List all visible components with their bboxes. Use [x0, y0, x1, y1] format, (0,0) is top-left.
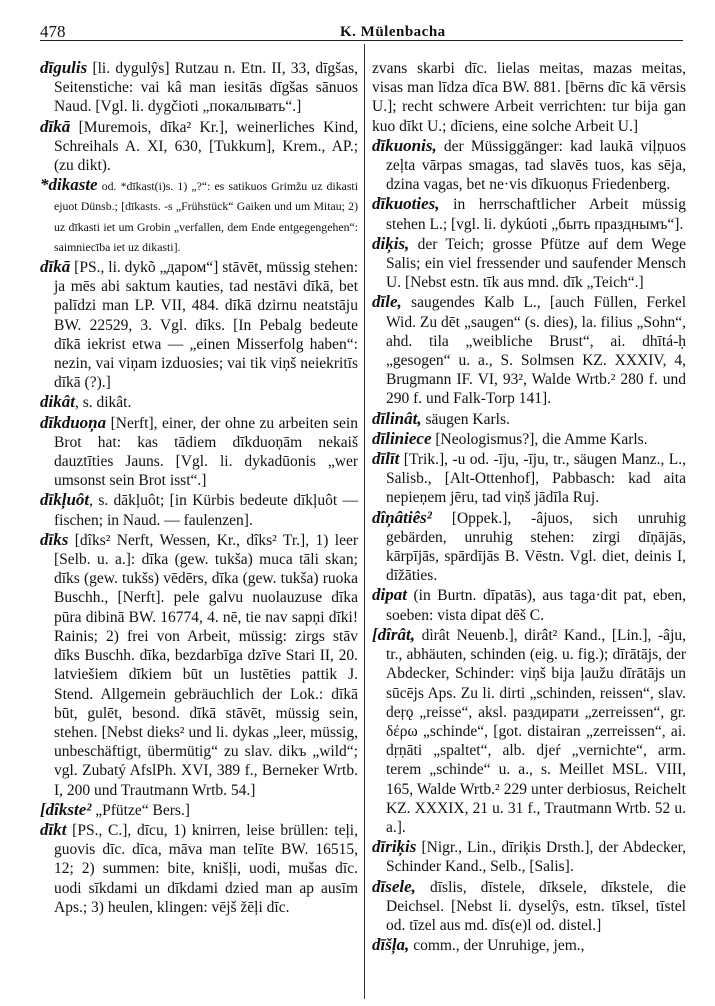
entry-text: [PS., li. dykõ „даром“] stāvēt, müssig stehen: ja mēs abi saktum kauties, tad nestāvi dīkā, bet palīdzi man LP. VII, 484. dīkā dzirnu neatstāju BW. 22529, 3. Vgl. dīks. [In Pebalg bedeute dīkā iekrist etwa — „einen Misserfolg haben“: nezin, vai viņam izduosies; vai tik viņš neiekritīs dīkā (?).]: [54, 259, 358, 392]
entry-headword: dīkuonis,: [372, 135, 437, 155]
entry-headword: dīkt: [40, 819, 67, 839]
dictionary-entry: [372, 935, 686, 955]
entry-text: [Neologismus?], die Amme Karls.: [431, 430, 648, 448]
dictionary-entry: [40, 800, 358, 820]
dictionary-entry: [372, 449, 686, 508]
dictionary-entry: [40, 175, 358, 257]
entry-headword: dīkduoņa: [40, 412, 107, 432]
running-title: K. Mülenbacha: [340, 24, 446, 40]
dictionary-entry-continued: [372, 58, 686, 136]
entry-text: (in Burtn. dīpatās), aus taga·dit pat, eben, soeben: vista dipat dēš C.: [386, 587, 686, 624]
entry-headword: [dîrât,: [372, 624, 415, 644]
dictionary-entry: [372, 136, 686, 195]
dictionary-entry: [372, 292, 686, 408]
entry-headword: dīgulis: [40, 58, 88, 77]
entry-text: [dîks² Nerft, Wessen, Kr., dîks² Tr.], 1) leer [Selb. u. a.]: dīka (gew. tukša) muca tāli skan; dīks (gew. tukšs) vēdērs, dīka (gew. tukša) ruoka Buschh., [Nerft]. pele galvu nuolauzuse dīka pūra dibinā BW. 16774, 4. nē, tie nav sapņi dīki! Rainis; 2) frei von Arbeit, müssig: zirgs stāv dīks Buschh. dīka, bezdarbīga dzīve Stari II, 20. latviešiem dīkiem būt un lustēties pattik J. Stend. Allgemein gebräuchlich der Lok.: dīkā būt, gulēt, besond. dīkā stāvēt, müssig sein, stehen. [Nebst dieks² und li. dykas „leer, müssig, unbeschäftigt, übermütig“ zu slav. dikъ „wild“; vgl. Zubatý AfslPh. XVI, 389 f., Berneker Wrtb. I, 200 und Trautmann Wrtb. 54.]: [54, 531, 358, 799]
entry-text: der Teich; grosse Pfütze auf dem Wege Salis; ein viel fressender und saufender Mensch U. [Nebst estn. tīk aus mnd. dīk „Teich“.]: [386, 235, 686, 292]
entry-text: zvans skarbi dīc. lielas meitas, mazas meitas, visas man līdza dīca BW. 881. [bērns dīc kā vērsis U.]; recht schwere Arbeit verrichten: tur bija gan kuo dīkt U.; dīciens, eine solche Arbeit U.]: [372, 60, 686, 135]
entry-headword: dīkļuôt: [40, 490, 90, 510]
dictionary-entry: [372, 234, 686, 293]
entry-headword: [dîkste²: [40, 799, 92, 819]
dictionary-entry: [40, 58, 358, 117]
entry-headword: dīliniece: [372, 428, 432, 448]
entry-text: comm., der Unruhige, jem.,: [409, 937, 585, 955]
dictionary-entry: [40, 257, 358, 392]
dictionary-entry: [40, 490, 358, 529]
entry-headword: diķis,: [372, 233, 410, 253]
column-divider: [364, 44, 365, 999]
entry-headword: *dikaste: [40, 175, 98, 195]
dictionary-entry: [40, 530, 358, 800]
entry-text: dīslis, dīstele, dīksele, dīkstele, die Deichsel. [Nebst li. dyselŷs, estn. tīksel, tīstel od. tīzel aus md. dīs(e)l od. distel.]: [386, 878, 686, 934]
page-number: 478: [40, 22, 66, 41]
dictionary-entry: [40, 392, 358, 412]
entry-headword: dīks: [40, 529, 69, 549]
entry-text: od. *dīkast(i)s. 1) „?“: es satikuos Grimžu uz dikasti ejuot Dünsb.; [dīkasts. -s „Frühstück“ Gaiken und um Mitau; 2) uz dīkasti iet um Grobin „verfallen, dem Ende entgegengehen“: saimniecība iet uz dikasti].: [54, 179, 358, 254]
entry-headword: dīriķis: [372, 837, 417, 857]
entry-headword: dipat: [372, 585, 407, 605]
dictionary-entry: [40, 117, 358, 176]
right-column: [372, 58, 686, 955]
entry-text: , s. dākļuôt; [in Kürbis bedeute dīkļuôt — fischen; in Naud. — faulenzen].: [54, 492, 358, 529]
entry-text: dìrât Neuenb.], dirât² Kand., [Lin.], -âju, tr., abhäuten, schinden (eig. u. fig.); dīrātājs, der Abdecker, Schinder: viņš bija ļaužu dīrātājs un sūcējs Aps. Zu li. dirti „schinden, reissen“, slav. deŗǫ „reisse“, aksl. раздирати „zerreissen“, gr. δέρω „schinde“, [got. distairan „zerreissen“, ai. dṛṇāti „spaltet“, alb. djeŕ „vernichte“, arm. terem „schinde“ u. a., s. Meillet MSL. VIII, 165, Walde Wrtb.² 229 unter derbiosus, Reichelt KZ. XXXIX, 21 u. 31 f., Trautmann Wrtb. 52 u. a.].: [386, 626, 686, 836]
entry-text: saugendes Kalb L., [auch Füllen, Ferkel Wid. Zu dēt „saugen“ (s. dies), la. filius „Sohn“, ahd. tila „weibliche Brust“, ai. dhītá-ḥ „gesogen“ u. a., S. Solmsen KZ. XXXIV, 4, Brugmann IF. VI, 93², Walde Wrtb.² 280 f. und 290 f. und Falk-Torp 141].: [386, 294, 686, 408]
entry-text: [Nigr., Lin., dīriķis Drsth.], der Abdecker, Schinder Kand., Selb., [Salis].: [386, 839, 686, 876]
entry-text: in herrschaftlicher Arbeit müssig stehen L.; [vgl. li. dykúoti „быть празднымъ“].: [386, 196, 686, 233]
dictionary-entry: [372, 409, 686, 429]
dictionary-entry: [372, 508, 686, 586]
entry-text: [Trik.], -u od. -īju, -īju, tr., säugen Manz., L., Salisb., [Alt-Ottenhof], Pabbasch: kad aita nepieņem jēru, tad viņš jādīla Ruj.: [386, 451, 686, 507]
entry-text: säugen Karls.: [421, 410, 510, 428]
entry-headword: dīlinât,: [372, 408, 422, 428]
entry-headword: dīkā: [40, 116, 71, 136]
dictionary-entry: [372, 837, 686, 876]
page-header: [40, 16, 680, 42]
dictionary-entry: [372, 625, 686, 837]
dictionary-entry: [372, 877, 686, 936]
dictionary-entry: [372, 194, 686, 233]
entry-headword: dīle,: [372, 292, 402, 312]
entry-headword: dīkā: [40, 257, 71, 277]
entry-headword: dīsele,: [372, 876, 416, 896]
entry-text: [Oppek.], -âjuos, sich unruhig gebärden, unruhig stehen: zirgi dīņājās, kārpījās, spārdījās B. Vēstn. Vgl. diet, deinis I, dīžāties.: [386, 509, 686, 585]
entry-headword: dikât: [40, 392, 75, 412]
entry-text: [li. dygulŷs] Rutzau n. Etn. II, 33, dīgšas, Seitenstiche: vai kâ man iesitās dīgšas sānuos Naud. [Vgl. li. dygčioti „покалывать“.]: [54, 60, 358, 116]
entry-text: [PS., C.], dīcu, 1) knirren, leise brüllen: teļi, guovis dīc. dīca, māva man telīte BW. 16515, 12; 2) summen: bite, knišļi, uodi, mušas dīc. uodi sīkdami un dīkdami dzied man ap ausīm Aps.; 3) heulen, klingen: vējš žēļi dīc.: [54, 821, 358, 916]
entry-headword: dīlīt: [372, 449, 400, 469]
entry-headword: dīkuoties,: [372, 194, 440, 214]
dictionary-entry: [372, 585, 686, 624]
entry-headword: dīšļa,: [372, 935, 410, 955]
entry-text: „Pfütze“ Bers.]: [91, 801, 190, 819]
dictionary-entry: [40, 820, 358, 917]
entry-text: [Nerft], einer, der ohne zu arbeiten sein Brot hat: kas tādiem dīkduoņām nekaiš dauztīties Jauns. [Vgl. li. dykadūonis „wer umsonst sein Brot isst“.]: [54, 414, 358, 490]
left-column: [40, 58, 358, 917]
entry-text: [Muremois, dīka² Kr.], weinerliches Kind, Schreihals A. XI, 630, [Tukkum], Krem., AP.; (zu dikt).: [54, 118, 358, 175]
entry-text: , s. dikât.: [74, 394, 132, 412]
dictionary-entry: [40, 413, 358, 491]
entry-text: der Müssiggänger: kad laukā viļņuos zeļta vārpas smagas, tad slavēs tuos, kas sēja, dzina vagas, bet ne·vis dīkuoņus Friedenberg.: [386, 137, 686, 194]
header-rule: [40, 40, 683, 41]
entry-headword: dîņâtiês²: [372, 507, 432, 527]
dictionary-entry: [372, 429, 686, 449]
